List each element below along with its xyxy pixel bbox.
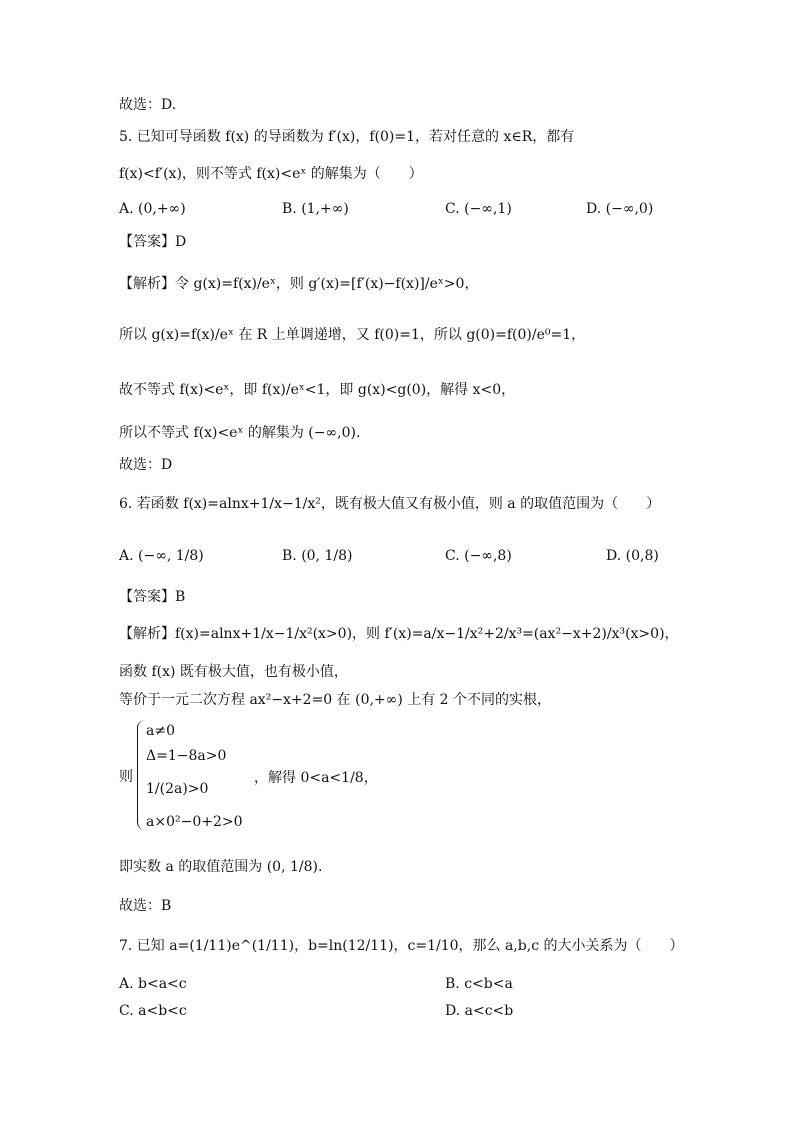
q5-stem-line2: f(x)<f′(x)，则不等式 f(x)<eˣ 的解集为（ ） — [119, 166, 423, 182]
q5-answer: 【答案】D — [119, 234, 187, 250]
q5-option-a: A. (0,+∞) — [119, 201, 186, 217]
q5-analysis-line4: 所以不等式 f(x)<eˣ 的解集为 (−∞,0). — [119, 425, 361, 441]
system-condition-3: 1/(2a)>0 — [146, 781, 209, 797]
q5-analysis-line2: 所以 g(x)=f(x)/eˣ 在 R 上单调递增，又 f(0)=1，所以 g(0)=f(0)/e⁰=1， — [119, 327, 586, 343]
q6-conclusion: 即实数 a 的取值范围为 (0, 1/8). — [119, 859, 323, 875]
q6-analysis-line3: 等价于一元二次方程 ax²−x+2=0 在 (0,+∞) 上有 2 个不同的实根， — [119, 692, 552, 708]
q5-option-c: C. (−∞,1) — [445, 201, 512, 217]
q6-option-a: A. (−∞, 1/8) — [119, 548, 204, 564]
system-condition-1: a≠0 — [146, 723, 175, 739]
q6-option-d: D. (0,8) — [606, 548, 659, 564]
q5-stem-line1: 5. 已知可导函数 f(x) 的导函数为 f′(x)，f(0)=1，若对任意的 x∈R，都有 — [119, 129, 575, 145]
q5-choice: 故选：D — [119, 457, 173, 473]
q5-option-b: B. (1,+∞) — [282, 201, 349, 217]
q6-option-b: B. (0, 1/8) — [282, 548, 353, 564]
q7-stem: 7. 已知 a=(1/11)e^(1/11)，b=ln(12/11)，c=1/10，那么 a,b,c 的大小关系为（ ） — [119, 938, 684, 954]
q6-option-c: C. (−∞,8) — [445, 548, 512, 564]
q6-then-prefix: 则 — [119, 769, 133, 785]
q7-option-c: C. a<b<c — [119, 1003, 187, 1019]
q6-analysis-line2: 函数 f(x) 既有极大值，也有极小值， — [119, 664, 348, 680]
system-condition-2: Δ=1−8a>0 — [146, 748, 227, 764]
q6-analysis-line1: 【解析】f(x)=alnx+1/x−1/x²(x>0)，则 f′(x)=a/x−1/x²+2/x³=(ax²−x+2)/x³(x>0)， — [119, 626, 679, 642]
system-condition-4: a×0²−0+2>0 — [146, 814, 243, 830]
q7-option-d: D. a<c<b — [445, 1003, 514, 1019]
q5-analysis-line3: 故不等式 f(x)<eˣ，即 f(x)/eˣ<1，即 g(x)<g(0)，解得 x<0， — [119, 382, 516, 398]
q6-answer: 【答案】B — [119, 589, 186, 605]
system-brace — [137, 720, 146, 830]
q7-option-a: A. b<a<c — [119, 976, 187, 992]
q5-analysis-line1: 【解析】令 g(x)=f(x)/eˣ，则 g′(x)=[f′(x)−f(x)]/eˣ>0， — [119, 276, 479, 292]
q6-then-result: ，解得 0<a<1/8， — [254, 770, 378, 786]
q4-choice: 故选：D. — [119, 97, 177, 113]
q6-stem: 6. 若函数 f(x)=alnx+1/x−1/x²，既有极大值又有极小值，则 a 的取值范围为（ ） — [119, 496, 661, 512]
q6-choice: 故选：B — [119, 898, 172, 914]
q5-option-d: D. (−∞,0) — [586, 201, 654, 217]
q7-option-b: B. c<b<a — [445, 976, 513, 992]
